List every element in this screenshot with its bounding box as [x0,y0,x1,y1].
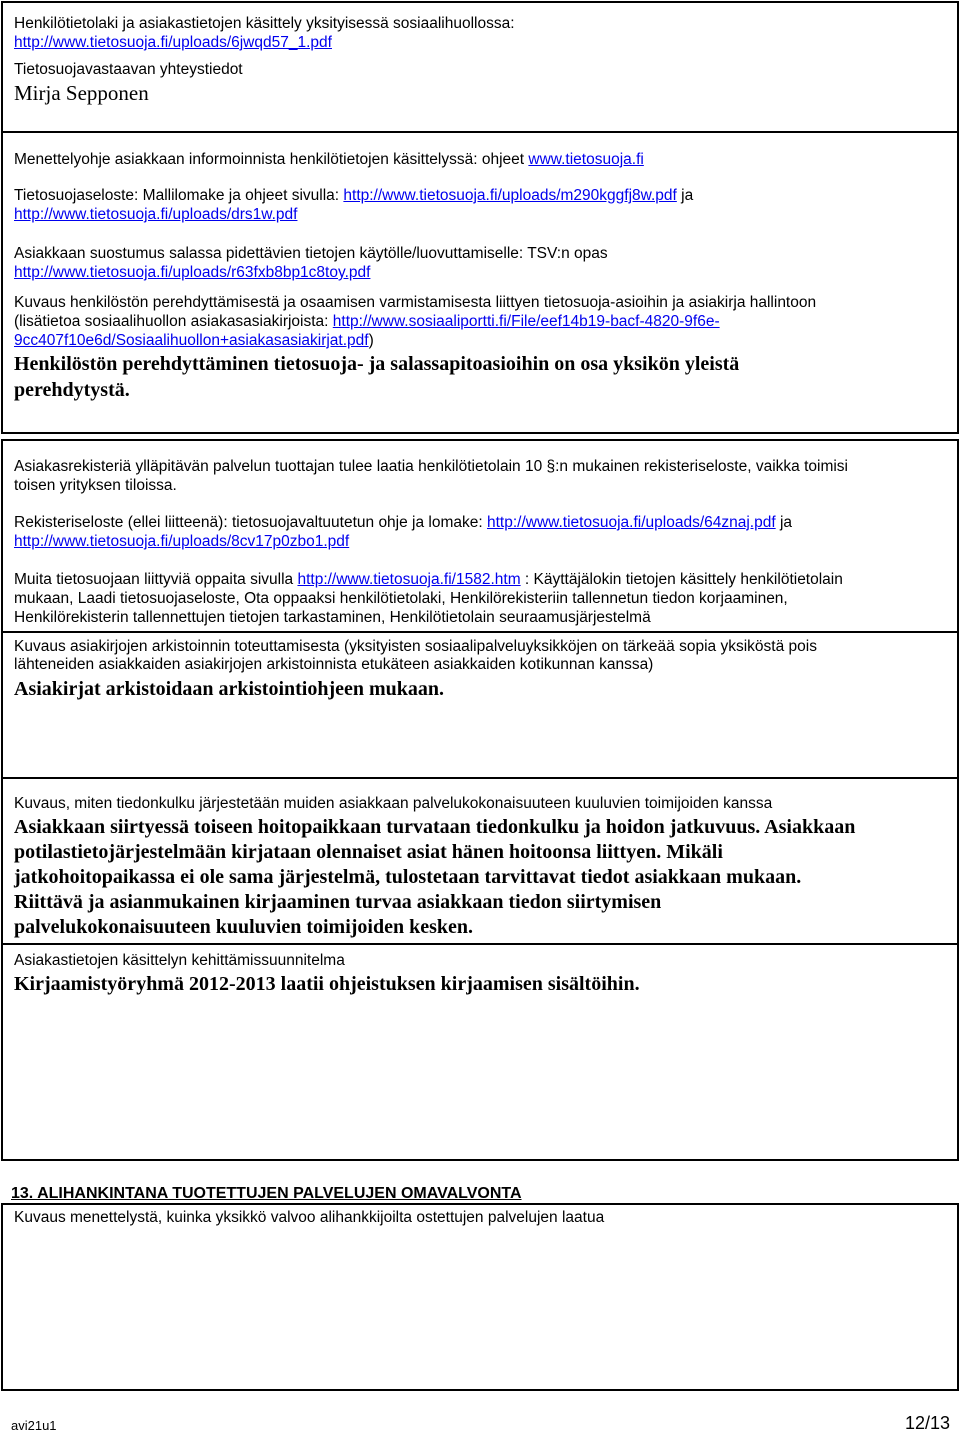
information-flow-statement-line-1: Asiakkaan siirtyessä toiseen hoitopaikkaan turvataan tiedonkulku ja hoidon jatkuvuus. Asiakkaan [14,816,856,838]
information-flow-statement-line-5: palvelukokonaisuuteen kuuluvien toimijoiden kesken. [14,916,474,938]
privacy-notice-link-1[interactable]: http://www.tietosuoja.fi/uploads/m290kggfj8w.pdf [343,187,677,204]
privacy-notice-conjunction: ja [676,187,694,204]
archiving-description-line-1: Kuvaus asiakirjojen arkistoinnin toteuttamisesta (yksityisten sosiaalipalveluyksikköjen on tärkeää sopia yksiköstä pois [14,638,817,655]
privacy-notice-link-2[interactable]: http://www.tietosuoja.fi/uploads/drs1w.pdf [14,206,298,223]
development-plan-description: Asiakastietojen käsittelyn kehittämissuunnitelma [14,952,345,969]
registry-form-text: Rekisteriseloste (ellei liitteenä): tietosuojavaltuutetun ohje ja lomake: [14,514,487,531]
privacy-guidance-box [1,131,959,434]
other-guides-link[interactable]: http://www.tietosuoja.fi/1582.htm [297,571,521,588]
privacy-officer-label: Tietosuojavastaavan yhteystiedot [14,61,243,78]
client-docs-text: (lisätietoa sosiaalihuollon asiakasasiakirjoista: [14,313,333,330]
registry-form-line [14,513,792,532]
orientation-statement-line-1: Henkilöstön perehdyttäminen tietosuoja- ja salassapitoasioihin on osa yksikön yleistä [14,353,740,375]
consent-guide-text: Asiakkaan suostumus salassa pidettävien tietojen käytölle/luovuttamiselle: TSV:n opas [14,245,608,262]
staff-orientation-line-3 [14,331,374,350]
registry-requirement-line-2: toisen yrityksen tiloissa. [14,477,177,494]
footer-page-number: 12/13 [904,1413,950,1433]
archiving-description-line-2: lähteneiden asiakkaiden asiakirjojen arkistoinnista etukäteen asiakkaiden kotikunnan kanssa) [14,656,654,673]
information-flow-statement-line-2: potilastietojärjestelmään kirjataan olennaiset asiat hänen hoitoonsa liittyen. Mikäli [14,841,723,863]
orientation-statement-line-2: perehdytystä. [14,379,130,401]
staff-orientation-line-2 [14,312,720,331]
privacy-officer-name: Mirja Sepponen [14,81,149,105]
privacy-law-text: Henkilötietolaki ja asiakastietojen käsittely yksityisessä sosiaalihuollossa: [14,15,515,32]
footer-document-code: avi21u1 [11,1418,57,1433]
privacy-notice-line [14,186,693,205]
registry-form-conjunction: ja [775,514,793,531]
consent-guide-link[interactable]: http://www.tietosuoja.fi/uploads/r63fxb8bp1c8toy.pdf [14,264,371,281]
contact-info-box [1,1,959,133]
privacy-notice-text: Tietosuojaseloste: Mallilomake ja ohjeet sivulla: [14,187,344,204]
other-guides-text: Muita tietosuojaan liittyviä oppaita sivulla [14,571,298,588]
sosiaaliportti-link-part-2[interactable]: 9cc407f10e6d/Sosiaalihuollon+asiakasasiakirjat.pdf [14,332,369,349]
informing-guidance-text: Menettelyohje asiakkaan informoinnista henkilötietojen käsittelyssä: ohjeet [14,151,529,168]
tietosuoja-link[interactable]: www.tietosuoja.fi [528,151,644,168]
staff-orientation-line-1: Kuvaus henkilöstön perehdyttämisestä ja osaamisen varmistamisesta liittyen tietosuoja-asioihin ja asiakirja hallintoon [14,294,817,311]
archiving-statement: Asiakirjat arkistoidaan arkistointiohjeen mukaan. [14,678,445,700]
development-plan-statement: Kirjaamistyöryhmä 2012-2013 laatii ohjeistuksen kirjaamisen sisältöihin. [14,973,640,995]
registry-form-link-1[interactable]: http://www.tietosuoja.fi/uploads/64znaj.pdf [487,514,776,531]
information-flow-description: Kuvaus, miten tiedonkulku järjestetään muiden asiakkaan palvelukokonaisuuteen kuuluvien toimijoiden kanssa [14,795,773,812]
closing-paren: ) [368,332,374,349]
section-13-heading: 13. ALIHANKINTANA TUOTETTUJEN PALVELUJEN OMAVALVONTA [11,1185,522,1202]
information-flow-box [1,777,959,945]
information-flow-statement-line-3: jatkohoitopaikassa ei ole sama järjestelmä, tulostetaan tarvittavat tiedot asiakkaan mukaan. [14,866,802,888]
development-plan-box [1,943,959,1161]
sosiaaliportti-link-part-1[interactable]: http://www.sosiaaliportti.fi/File/eef14b19-bacf-4820-9f6e- [332,313,720,330]
privacy-law-link[interactable]: http://www.tietosuoja.fi/uploads/6jwqd57_1.pdf [14,34,332,51]
informing-guidance-line [14,150,644,169]
registry-form-link-2[interactable]: http://www.tietosuoja.fi/uploads/8cv17p0zbo1.pdf [14,533,350,550]
other-guides-line-3: Henkilörekisterin tallennettujen tietojen tarkastaminen, Henkilötietolain seuraamusjärjestelmä [14,609,651,626]
archiving-box [1,631,959,779]
registry-requirement-line-1: Asiakasrekisteriä ylläpitävän palvelun tuottajan tulee laatia henkilötietolain 10 §:n mukainen rekisteriseloste, vaikka toimisi [14,458,849,475]
subcontracting-box [1,1203,959,1391]
registry-box [1,439,959,633]
subcontracting-description: Kuvaus menettelystä, kuinka yksikkö valvoo alihankkijoilta ostettujen palvelujen laatua [14,1209,605,1226]
other-guides-line-1 [14,570,843,589]
other-guides-tail: : Käyttäjälokin tietojen käsittely henkilötietolain [520,571,843,588]
other-guides-line-2: mukaan, Laadi tietosuojaseloste, Ota oppaaksi henkilötietolaki, Henkilörekisteriin tallennetun tiedon korjaaminen, [14,590,788,607]
information-flow-statement-line-4: Riittävä ja asianmukainen kirjaaminen turvaa asiakkaan tiedon siirtymisen [14,891,662,913]
